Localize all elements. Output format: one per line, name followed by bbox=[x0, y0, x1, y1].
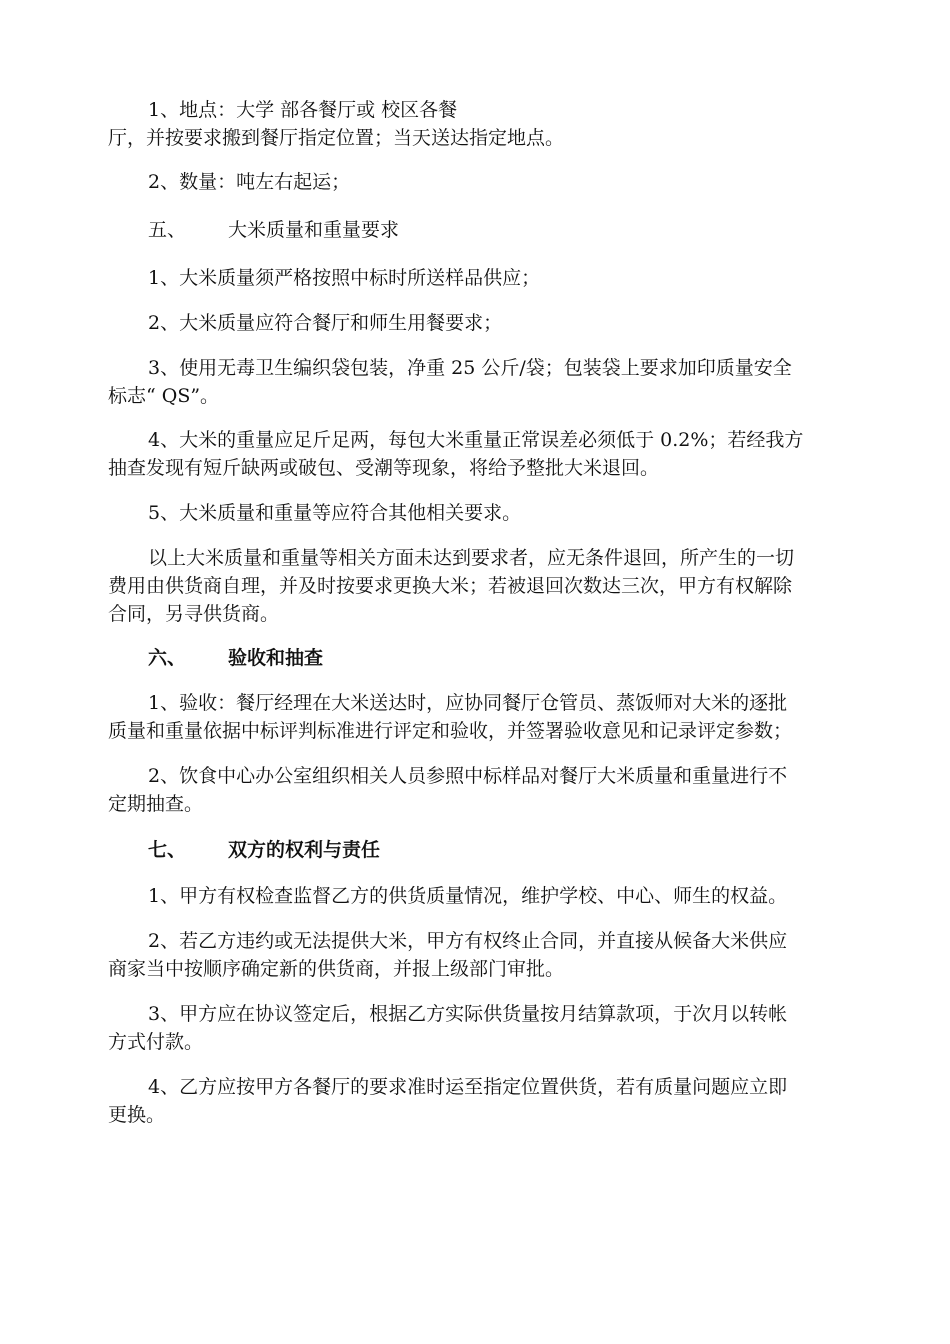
section-5-heading bbox=[148, 218, 399, 242]
section-7-item-2-line-1: 2、若乙方违约或无法提供大米，甲方有权终止合同，并直接从候备大米供应 bbox=[148, 930, 788, 952]
section-6-item-2-line-1: 2、饮食中心办公室组织相关人员参照中标样品对餐厅大米质量和重量进行不 bbox=[148, 765, 788, 787]
section-5-item-4-line-2: 抽查发现有短斤缺两或破包、受潮等现象，将给予整批大米退回。 bbox=[108, 457, 660, 479]
section-7-number: 七、 bbox=[148, 839, 187, 861]
section-5-item-5: 5、大米质量和重量等应符合其他相关要求。 bbox=[148, 502, 522, 524]
section-7-item-4-line-2: 更换。 bbox=[108, 1104, 166, 1126]
section-5-title: 大米质量和重量要求 bbox=[228, 219, 400, 241]
section-6-item-1-line-2: 质量和重量依据中标评判标准进行评定和验收，并签署验收意见和记录评定参数； bbox=[108, 720, 793, 742]
location-line-2: 厅，并按要求搬到餐厅指定位置；当天送达指定地点。 bbox=[108, 127, 565, 149]
location-line-1: 1、地点：大学 部各餐厅或 校区各餐 bbox=[148, 99, 458, 121]
section-7-item-4-line-1: 4、乙方应按甲方各餐厅的要求准时运至指定位置供货，若有质量问题应立即 bbox=[148, 1076, 788, 1098]
section-7-item-1: 1、甲方有权检查监督乙方的供货质量情况，维护学校、中心、师生的权益。 bbox=[148, 885, 788, 907]
section-5-note-line-2: 费用由供货商自理，并及时按要求更换大米；若被退回次数达三次，甲方有权解除 bbox=[108, 575, 793, 597]
section-7-item-2-line-2: 商家当中按顺序确定新的供货商，并报上级部门审批。 bbox=[108, 958, 565, 980]
section-6-number: 六、 bbox=[148, 647, 187, 669]
section-6-title: 验收和抽查 bbox=[228, 647, 324, 669]
section-6-heading bbox=[148, 646, 323, 670]
section-7-title: 双方的权利与责任 bbox=[228, 839, 381, 861]
quantity-line: 2、数量：吨左右起运； bbox=[148, 171, 351, 193]
section-5-note-line-1: 以上大米质量和重量等相关方面未达到要求者，应无条件退回，所产生的一切 bbox=[148, 547, 795, 569]
section-5-item-4-line-1: 4、大米的重量应足斤足两，每包大米重量正常误差必须低于 0.2%；若经我方 bbox=[148, 429, 804, 451]
section-6-item-2-line-2: 定期抽查。 bbox=[108, 793, 204, 815]
section-7-heading bbox=[148, 838, 380, 862]
section-7-item-3-line-2: 方式付款。 bbox=[108, 1031, 204, 1053]
section-5-number: 五、 bbox=[148, 219, 187, 241]
section-5-note-line-3: 合同，另寻供货商。 bbox=[108, 603, 280, 625]
section-6-item-1-line-1: 1、验收：餐厅经理在大米送达时，应协同餐厅仓管员、蒸饭师对大米的逐批 bbox=[148, 692, 788, 714]
section-5-item-3-line-2: 标志“ QS”。 bbox=[108, 385, 220, 407]
section-5-item-3-line-1: 3、使用无毒卫生编织袋包装，净重 25 公斤/袋；包装袋上要求加印质量安全 bbox=[148, 357, 792, 379]
section-5-item-2: 2、大米质量应符合餐厅和师生用餐要求； bbox=[148, 312, 503, 334]
section-7-item-3-line-1: 3、甲方应在协议签定后，根据乙方实际供货量按月结算款项，于次月以转帐 bbox=[148, 1003, 788, 1025]
section-5-item-1: 1、大米质量须严格按照中标时所送样品供应； bbox=[148, 267, 541, 289]
